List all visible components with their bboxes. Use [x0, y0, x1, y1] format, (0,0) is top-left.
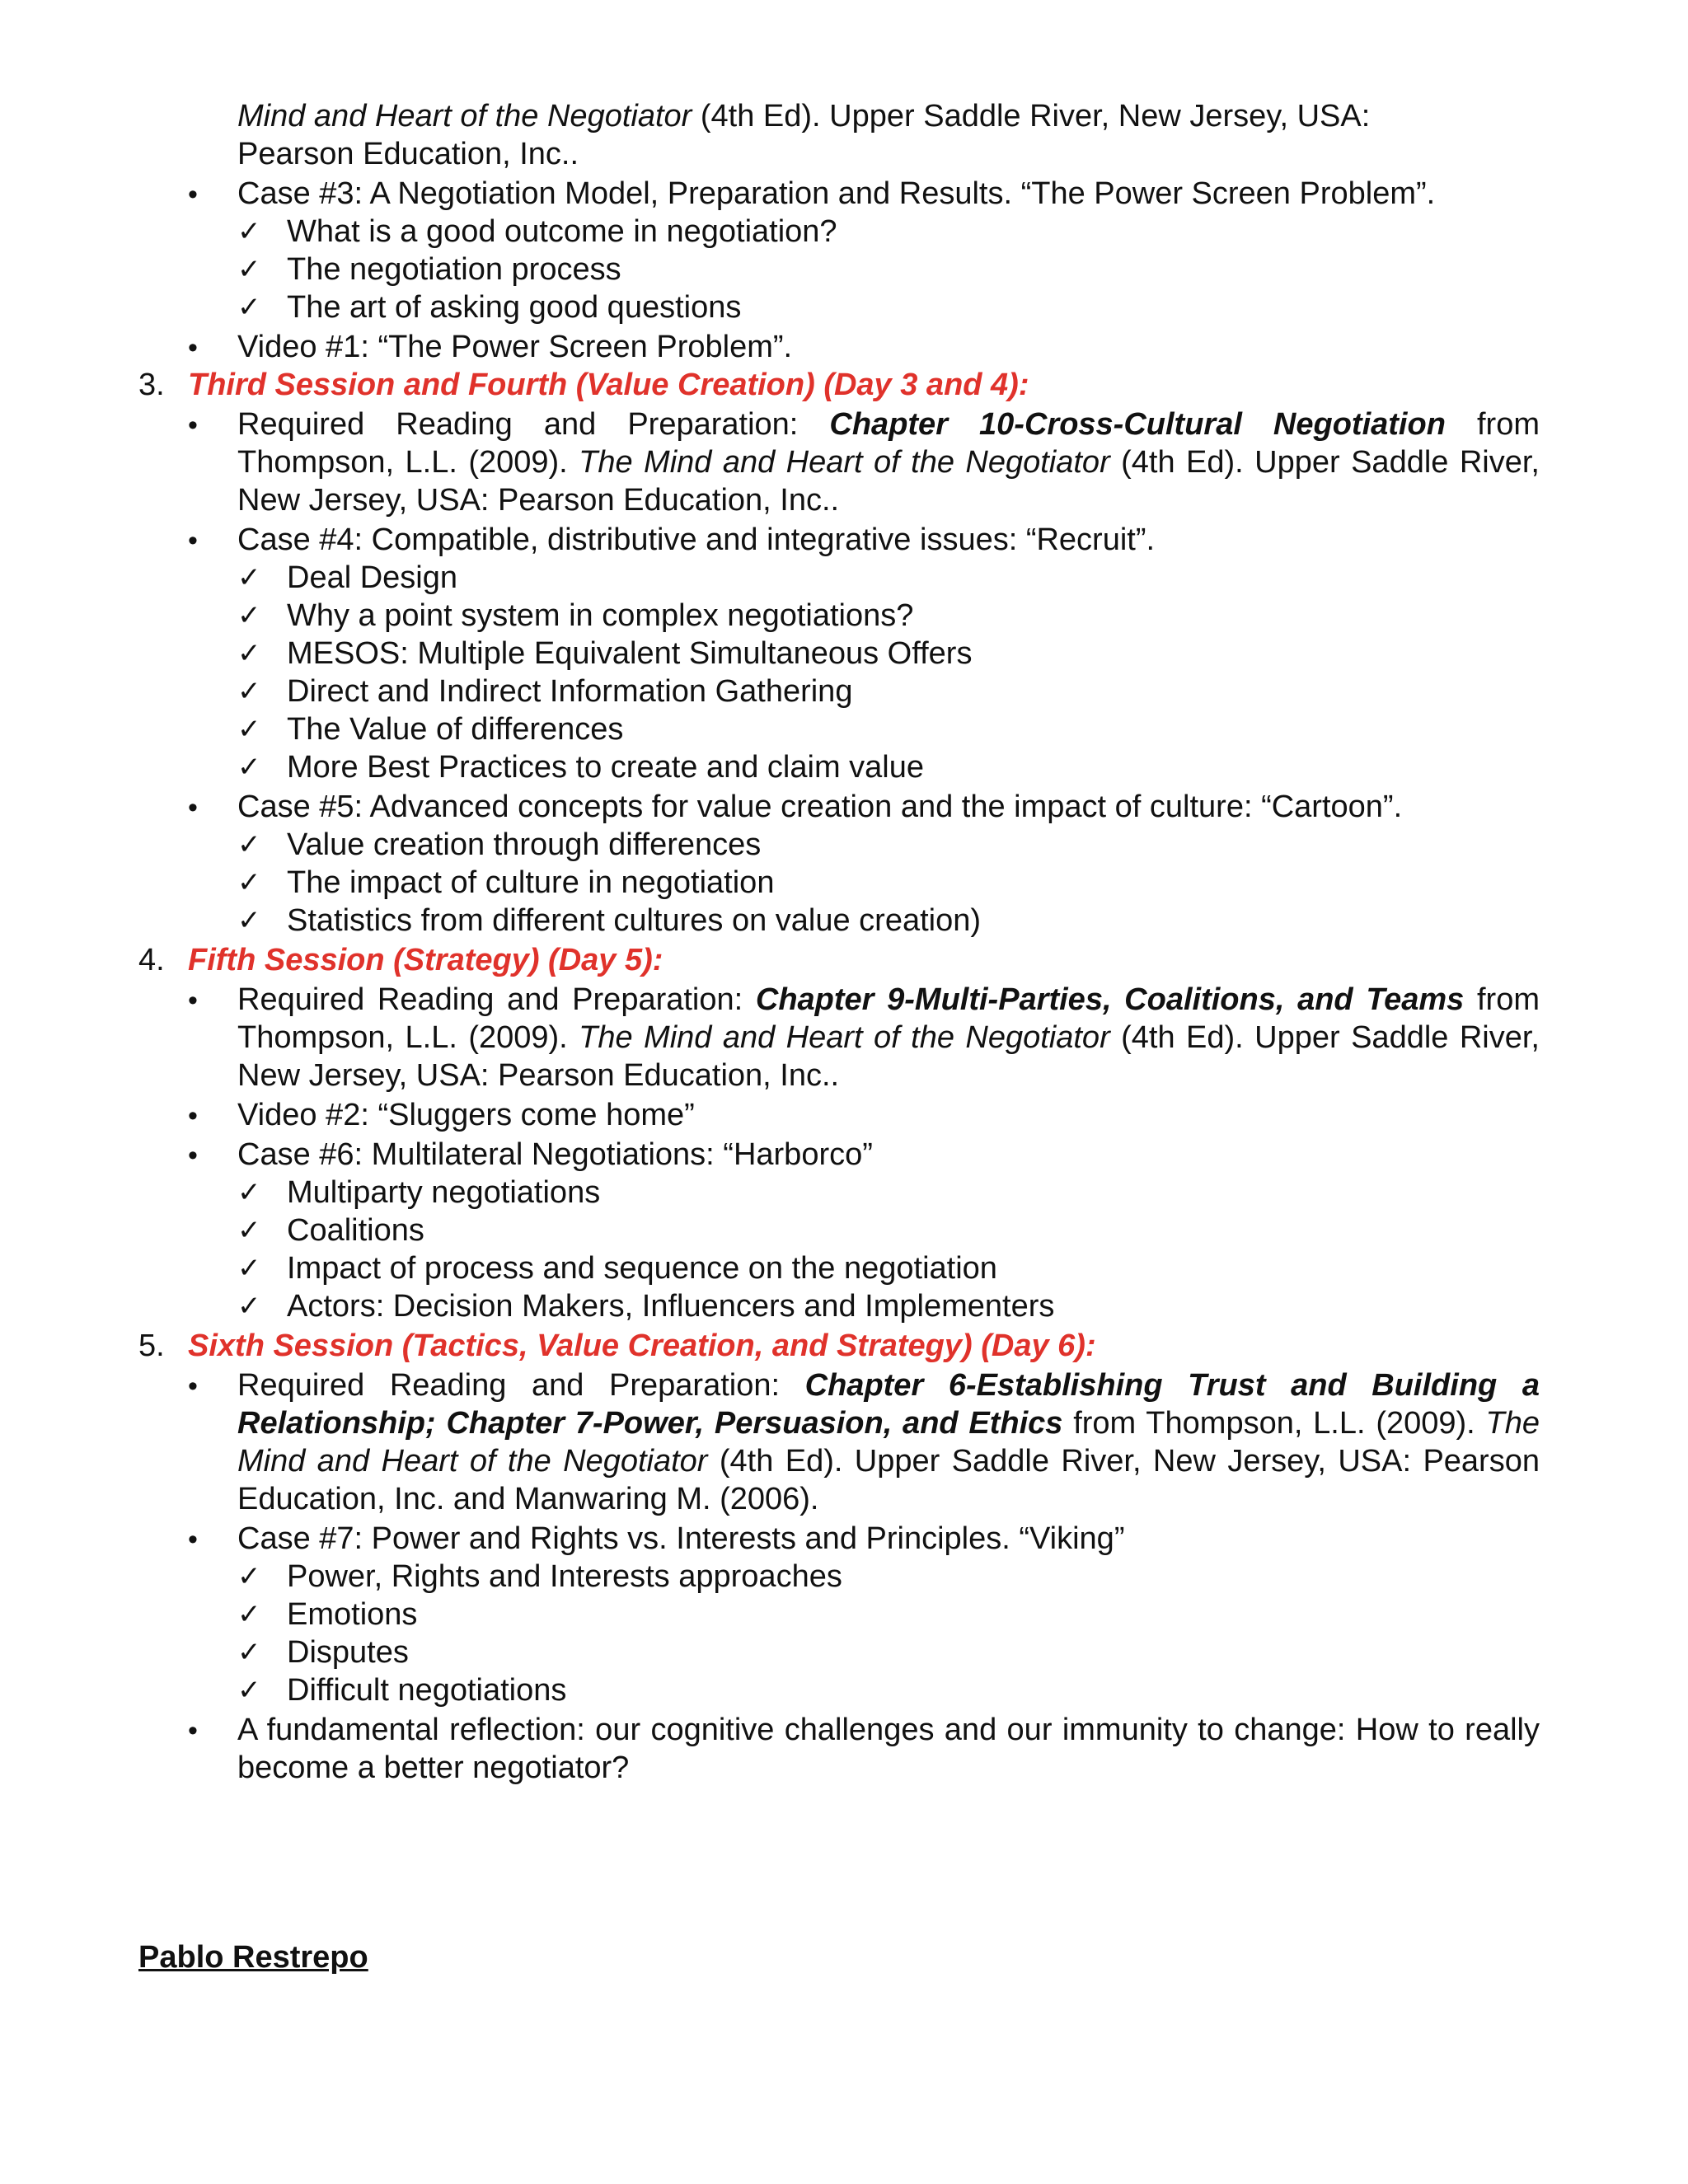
check-item: The art of asking good questions: [287, 290, 742, 325]
checkmark-icon: ✓: [237, 561, 261, 594]
check-item: Multiparty negotiations: [287, 1175, 601, 1210]
section-number: 5.: [138, 1329, 165, 1363]
req-publisher: (4th Ed). Upper Saddle River, New Jersey, USA: Pearson Education, Inc..: [237, 1020, 1540, 1093]
chapter-title: Chapter 9-Multi-Parties, Coalitions, and Teams: [755, 982, 1465, 1017]
check-item: Emotions: [287, 1597, 418, 1632]
checkmark-icon: ✓: [237, 751, 261, 784]
required-reading: [237, 1366, 1540, 1518]
checkmark-icon: ✓: [237, 215, 261, 248]
book-title: The Mind and Heart of the Negotiator: [579, 1020, 1110, 1055]
checkmark-icon: ✓: [237, 1560, 261, 1593]
check-item: Why a point system in complex negotiations?: [287, 598, 914, 633]
book-title: The Mind and Heart of the Negotiator: [579, 445, 1110, 480]
case-7: Case #7: Power and Rights vs. Interests and Principles. “Viking”: [237, 1521, 1125, 1556]
bullet-icon: [188, 788, 237, 827]
req-publisher: (4th Ed). Upper Saddle River, New Jersey, USA: Pearson Education, Inc. and Manwaring M. (2006).: [237, 1444, 1540, 1516]
intro-line-1-rest: (4th Ed). Upper Saddle River, New Jersey, USA:: [692, 99, 1371, 134]
checkmark-icon: ✓: [237, 1252, 261, 1285]
check-item: MESOS: Multiple Equivalent Simultaneous Offers: [287, 636, 973, 671]
section-number: 4.: [138, 943, 165, 977]
checkmark-icon: ✓: [237, 904, 261, 937]
check-item: Impact of process and sequence on the negotiation: [287, 1251, 997, 1286]
check-item: More Best Practices to create and claim value: [287, 750, 925, 785]
signature-name: Pablo Restrepo: [138, 1940, 368, 1975]
check-item: Actors: Decision Makers, Influencers and Implementers: [287, 1289, 1055, 1324]
section-number: 3.: [138, 368, 165, 402]
check-item: Difficult negotiations: [287, 1673, 567, 1708]
req-source: from Thompson, L.L. (2009).: [237, 982, 1540, 1055]
check-item: What is a good outcome in negotiation?: [287, 214, 837, 249]
section-title: Third Session and Fourth (Value Creation) (Day 3 and 4):: [188, 368, 1029, 402]
book-title: Mind and Heart of the Negotiator: [237, 99, 692, 134]
check-item: The negotiation process: [287, 252, 621, 287]
reflection: A fundamental reflection: our cognitive challenges and our immunity to change: How to really become a better negotiator?: [237, 1713, 1540, 1785]
bullet-icon: [188, 405, 237, 444]
checkmark-icon: ✓: [237, 1290, 261, 1323]
checkmark-icon: ✓: [237, 599, 261, 632]
check-item: Statistics from different cultures on value creation): [287, 903, 982, 938]
check-item: Coalitions: [287, 1213, 424, 1248]
check-item: Value creation through differences: [287, 827, 762, 862]
checkmark-icon: ✓: [237, 713, 261, 746]
video-2: Video #2: “Sluggers come home”: [237, 1098, 695, 1132]
checkmark-icon: ✓: [237, 1636, 261, 1669]
bullet-icon: [188, 1366, 237, 1405]
intro-line-2: Pearson Education, Inc..: [237, 137, 579, 171]
req-source: from Thompson, L.L. (2009).: [1062, 1406, 1486, 1441]
checkmark-icon: ✓: [237, 1214, 261, 1247]
case-5: Case #5: Advanced concepts for value creation and the impact of culture: “Cartoon”.: [237, 790, 1403, 824]
check-item: Power, Rights and Interests approaches: [287, 1559, 842, 1594]
required-reading: [237, 981, 1540, 1094]
bullet-icon: [188, 981, 237, 1019]
check-item: The Value of differences: [287, 712, 624, 747]
req-source: from Thompson, L.L. (2009).: [237, 407, 1540, 480]
checkmark-icon: ✓: [237, 675, 261, 708]
check-item: Disputes: [287, 1635, 409, 1670]
checkmark-icon: ✓: [237, 828, 261, 861]
checkmark-icon: ✓: [237, 1674, 261, 1707]
checkmark-icon: ✓: [237, 637, 261, 670]
check-item: Direct and Indirect Information Gathering: [287, 674, 853, 709]
case-6: Case #6: Multilateral Negotiations: “Harborco”: [237, 1137, 873, 1172]
check-item: Deal Design: [287, 560, 457, 595]
req-label: Required Reading and Preparation:: [237, 982, 756, 1017]
intro-line-1: [237, 97, 1540, 135]
req-label: Required Reading and Preparation:: [237, 407, 830, 442]
bullet-icon: [188, 1711, 237, 1750]
case-3: Case #3: A Negotiation Model, Preparation and Results. “The Power Screen Problem”.: [237, 176, 1436, 211]
bullet-icon: [188, 175, 237, 213]
section-title: Sixth Session (Tactics, Value Creation, and Strategy) (Day 6):: [188, 1329, 1096, 1363]
checkmark-icon: ✓: [237, 253, 261, 286]
bullet-icon: [188, 1096, 237, 1135]
bullet-icon: [188, 521, 237, 560]
checkmark-icon: ✓: [237, 291, 261, 324]
bullet-icon: [188, 328, 237, 367]
book-title: The Mind and Heart of the Negotiator: [237, 1406, 1540, 1479]
bullet-icon: [188, 1136, 237, 1174]
required-reading: [237, 405, 1540, 519]
bullet-icon: [188, 1520, 237, 1558]
req-publisher: (4th Ed). Upper Saddle River, New Jersey, USA: Pearson Education, Inc..: [237, 445, 1540, 518]
checkmark-icon: ✓: [237, 1598, 261, 1631]
req-label: Required Reading and Preparation:: [237, 1368, 805, 1403]
checkmark-icon: ✓: [237, 1176, 261, 1209]
section-title: Fifth Session (Strategy) (Day 5):: [188, 943, 663, 977]
video-1: Video #1: “The Power Screen Problem”.: [237, 330, 793, 364]
chapter-title: Chapter 10-Cross-Cultural Negotiation: [829, 407, 1446, 442]
chapter-title: Chapter 6-Establishing Trust and Building a Relationship; Chapter 7-Power, Persuasion, and Ethics: [237, 1368, 1540, 1441]
case-4: Case #4: Compatible, distributive and integrative issues: “Recruit”.: [237, 523, 1156, 557]
checkmark-icon: ✓: [237, 866, 261, 899]
check-item: The impact of culture in negotiation: [287, 865, 775, 900]
